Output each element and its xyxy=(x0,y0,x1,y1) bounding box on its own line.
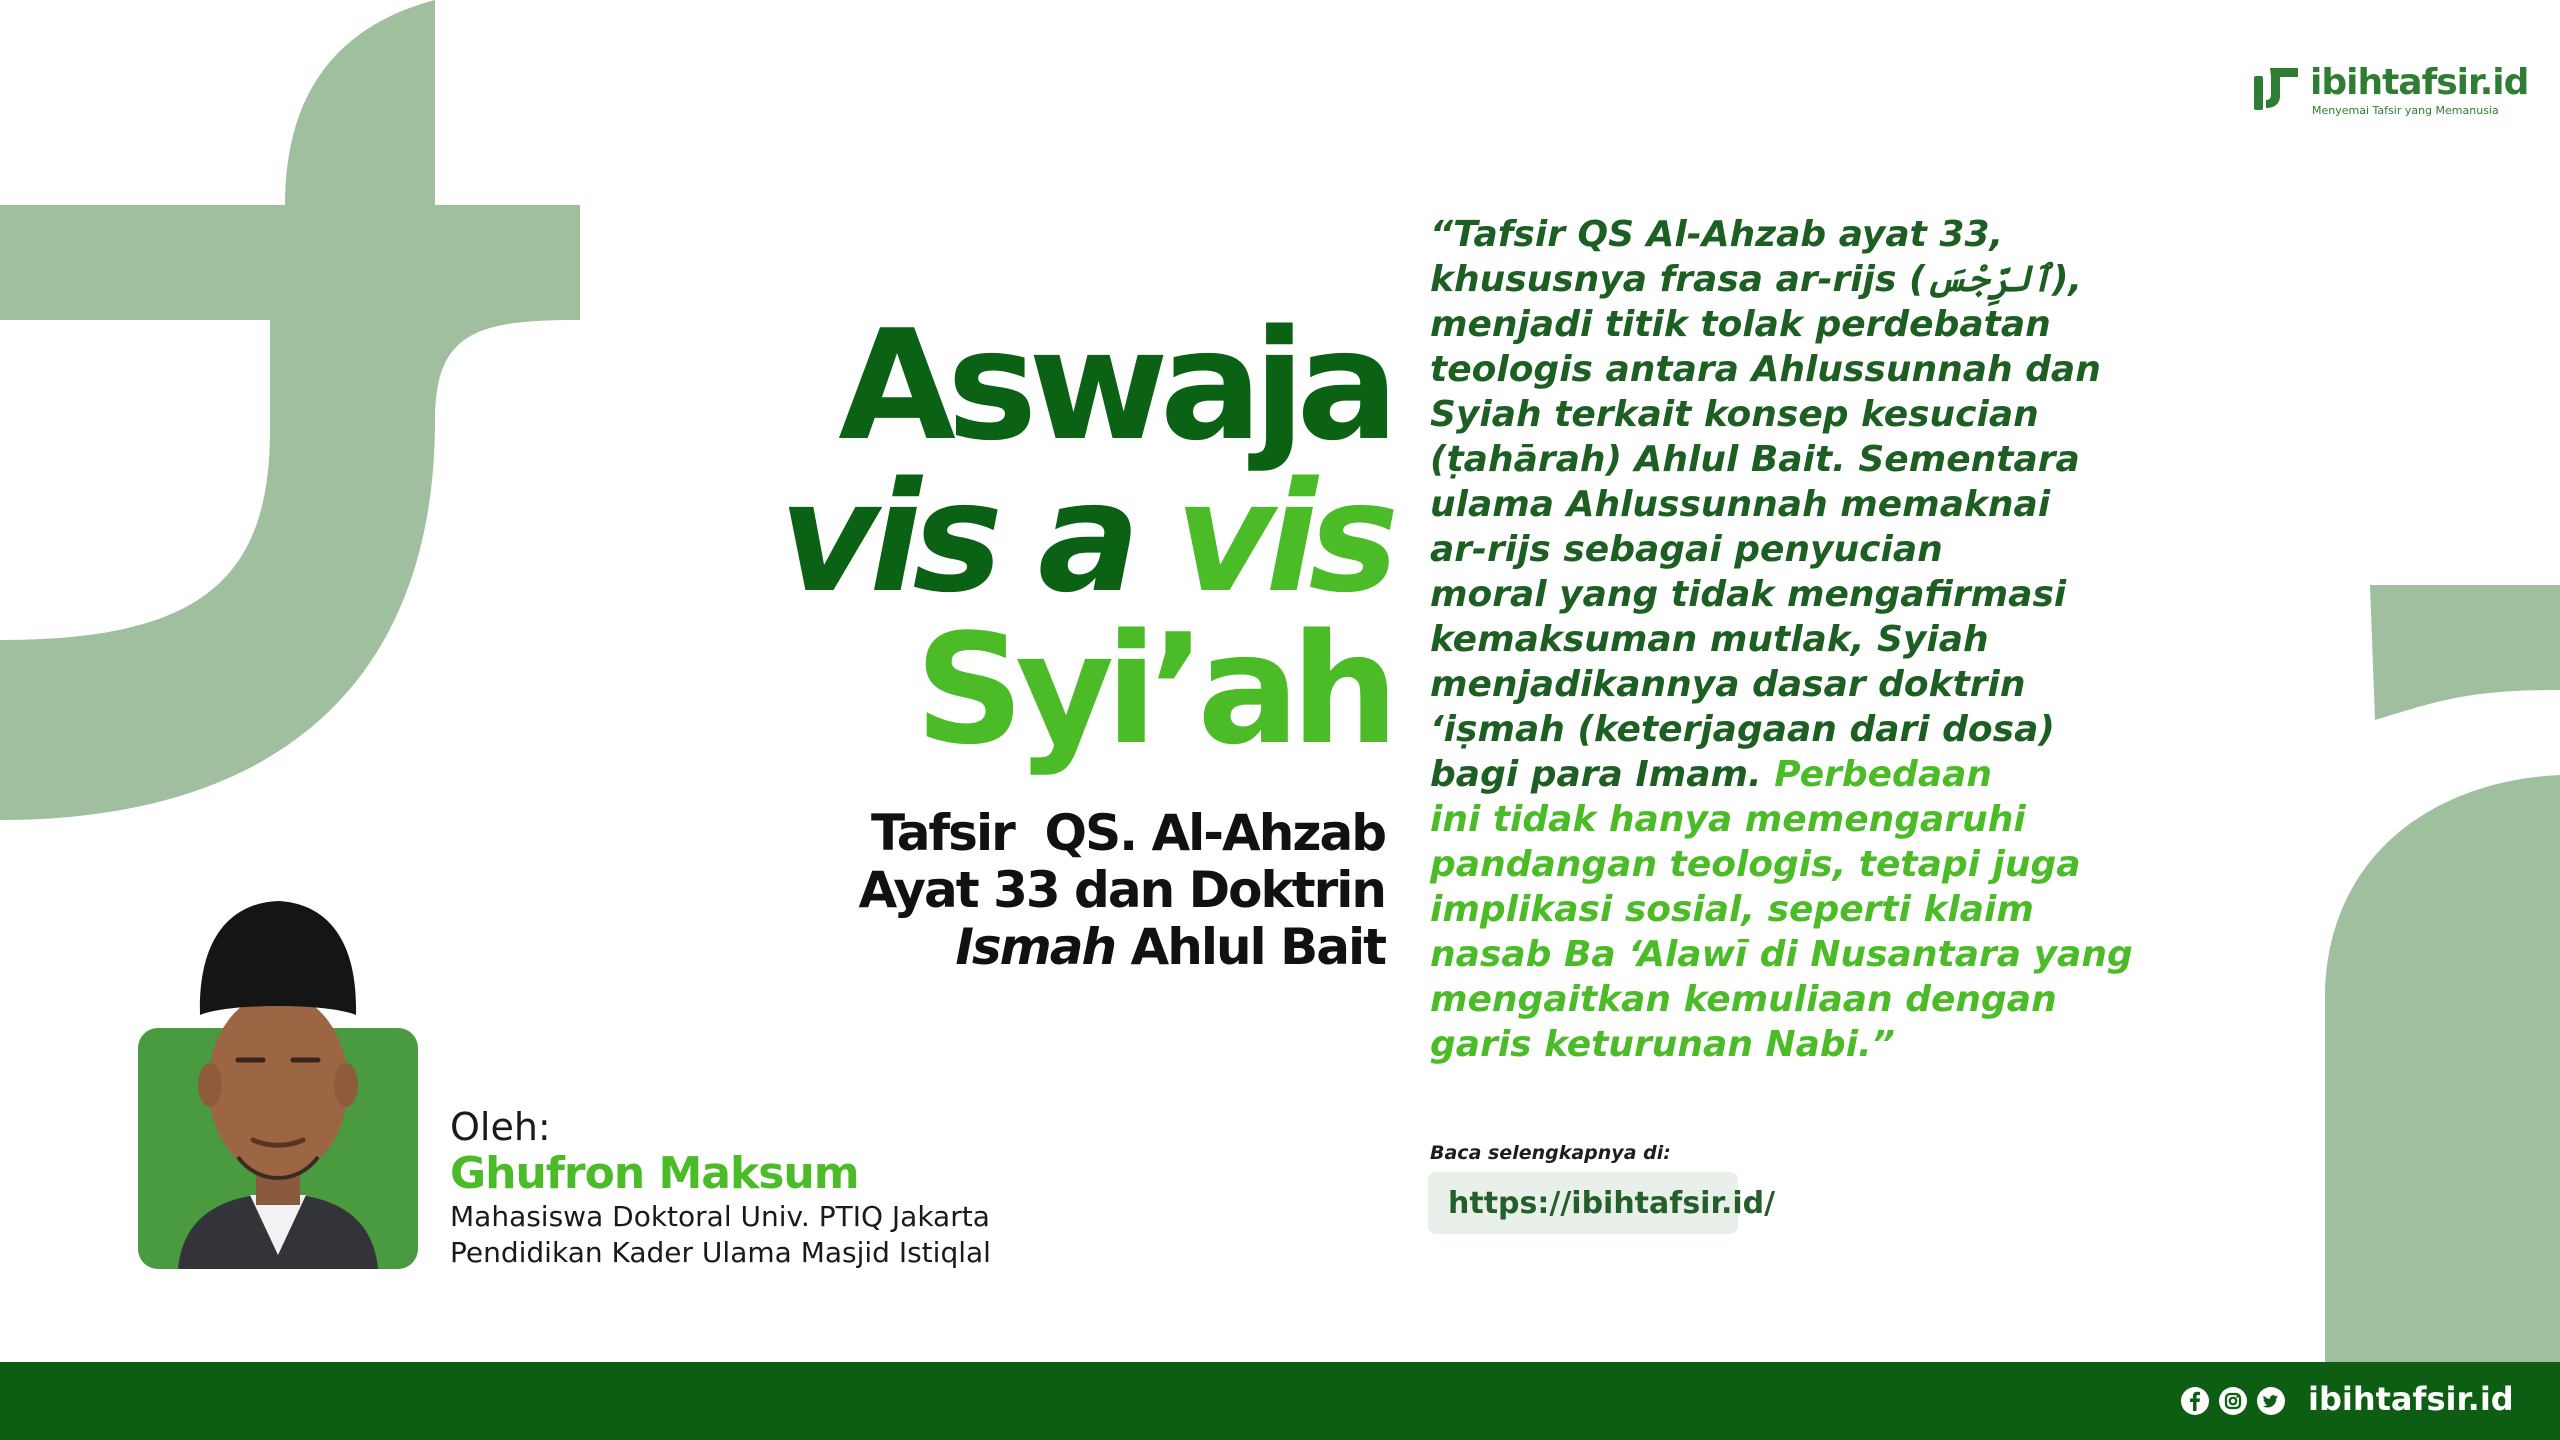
quote-line: moral yang tidak mengafirmasi xyxy=(1430,574,2067,615)
quote-line: teologis antara Ahlussunnah dan xyxy=(1430,349,2101,390)
facebook-icon[interactable] xyxy=(2180,1386,2210,1416)
quote-highlight-line: nasab Ba ‘Alawī di Nusantara yang xyxy=(1430,934,2133,975)
title-line-2a: vis a xyxy=(779,449,1132,626)
read-more-url: https://ibihtafsir.id/ xyxy=(1448,1186,1776,1221)
title-line-2 xyxy=(779,449,1390,626)
quote-line-mixed xyxy=(1430,752,2130,797)
read-more-link[interactable] xyxy=(1428,1172,1776,1234)
footer-site-name[interactable]: ibihtafsir.id xyxy=(2308,1380,2514,1418)
quote-highlight-line: ini tidak hanya memengaruhi xyxy=(1430,799,2026,840)
author-affiliation-2: Pendidikan Kader Ulama Masjid Istiqlal xyxy=(450,1236,991,1269)
quote-highlight-line: garis keturunan Nabi.” xyxy=(1430,1024,1895,1065)
quote-line: kemaksuman mutlak, Syiah xyxy=(1430,619,1989,660)
subtitle-ismah: Ismah xyxy=(955,918,1116,976)
author-photo xyxy=(138,895,418,1269)
logo-mark-icon xyxy=(2250,62,2302,114)
subtitle-line-3 xyxy=(859,919,1385,976)
quote-line: menjadi titik tolak perdebatan xyxy=(1430,304,2051,345)
quote-highlight-line: implikasi sosial, seperti klaim xyxy=(1430,889,2034,930)
instagram-icon[interactable] xyxy=(2218,1386,2248,1416)
quote-highlight-line: pandangan teologis, tetapi juga xyxy=(1430,844,2081,885)
subtitle-line-1: Tafsir QS. Al-Ahzab xyxy=(871,804,1385,862)
read-more-label: Baca selengkapnya di: xyxy=(1430,1142,1671,1164)
twitter-icon[interactable] xyxy=(2256,1386,2286,1416)
logo-tagline: Menyemai Tafsir yang Memanusia xyxy=(2312,104,2499,117)
quote-line: khususnya frasa ar-rijs (ٱلرِّجْسَ), xyxy=(1430,259,2083,300)
quote-block xyxy=(1430,212,2133,1067)
quote-line: Syiah terkait konsep kesucian xyxy=(1430,394,2039,435)
subtitle xyxy=(859,805,1385,976)
brand-logo[interactable] xyxy=(2250,60,2529,120)
footer-bar xyxy=(0,1362,2560,1440)
left-logo-shape xyxy=(0,0,580,820)
title-line-1: Aswaja xyxy=(838,297,1390,474)
title-line-2b: vis xyxy=(1175,449,1390,626)
right-logo-stem xyxy=(2325,775,2560,1362)
quote-highlight-line: mengaitkan kemuliaan dengan xyxy=(1430,979,2057,1020)
quote-line: “Tafsir QS Al-Ahzab ayat 33, xyxy=(1430,214,2004,255)
author-affiliation-1: Mahasiswa Doktoral Univ. PTIQ Jakarta xyxy=(450,1200,990,1233)
author-by-label: Oleh: xyxy=(450,1105,551,1149)
quote-line: ulama Ahlussunnah memaknai xyxy=(1430,484,2051,525)
logo-text: ibihtafsir.id xyxy=(2310,62,2529,103)
title-line-3: Syi’ah xyxy=(914,601,1390,778)
quote-line: menjadikannya dasar doktrin xyxy=(1430,664,2026,705)
quote-line: ‘iṣmah (keterjagaan dari dosa) xyxy=(1430,709,2055,750)
quote-line: (ṭahārah) Ahlul Bait. Sementara xyxy=(1430,439,2080,480)
quote-line-13b: Perbedaan xyxy=(1774,754,1993,795)
quote-line: ar-rijs sebagai penyucian xyxy=(1430,529,1943,570)
subtitle-line-3-rest: Ahlul Bait xyxy=(1115,918,1385,976)
subtitle-line-2: Ayat 33 dan Doktrin xyxy=(858,861,1385,919)
right-logo-shape xyxy=(2370,585,2560,720)
quote-line-13a: bagi para Imam. xyxy=(1430,754,1775,795)
author-name: Ghufron Maksum xyxy=(450,1148,859,1199)
